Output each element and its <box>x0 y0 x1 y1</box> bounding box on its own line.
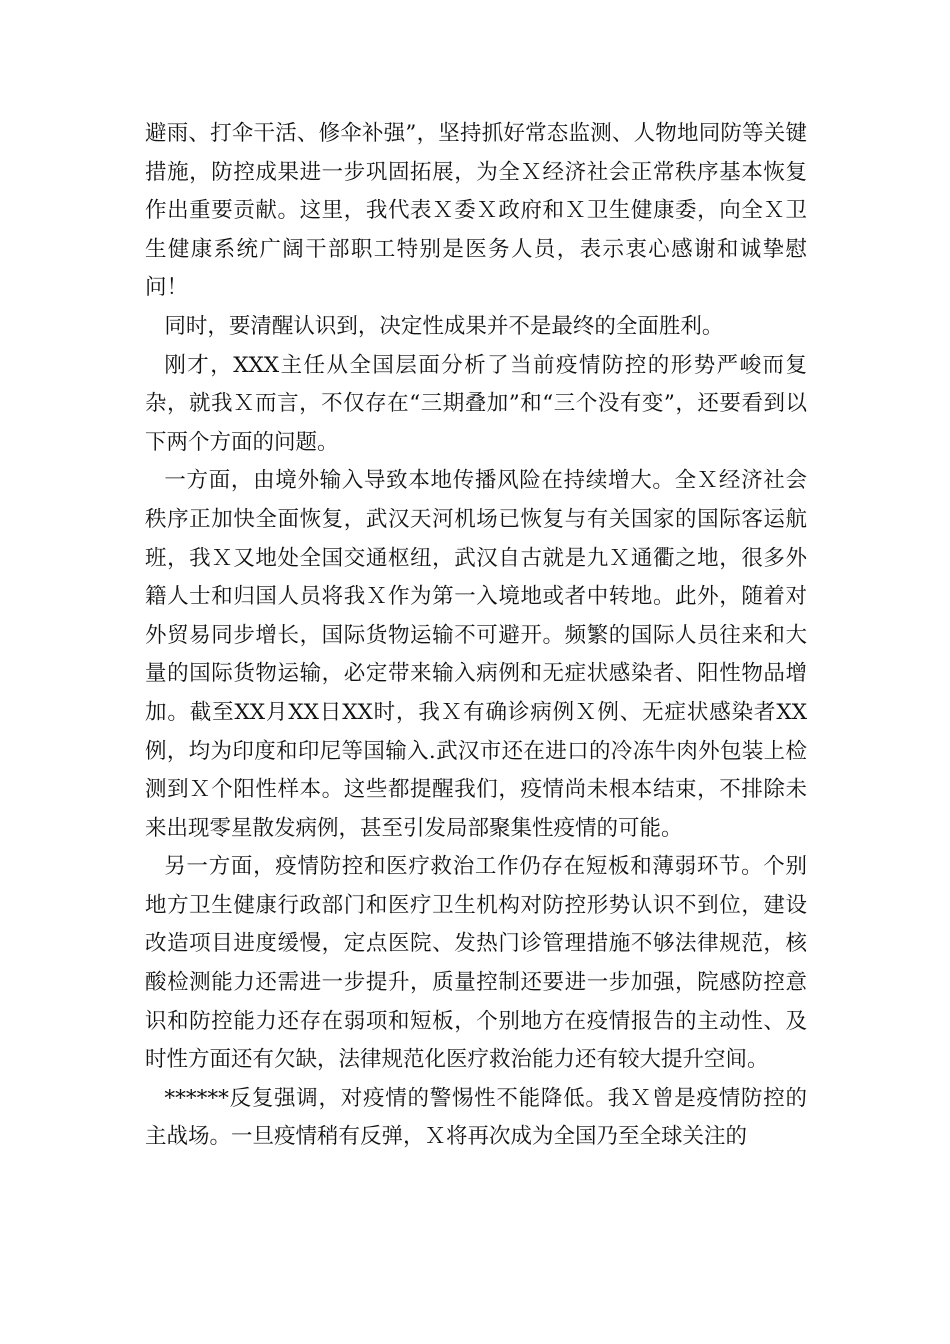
paragraph-continuation: 避雨、打伞干活、修伞补强”，坚持抓好常态监测、人物地同防等关键措施，防控成果进一步巩固拓展，为全Ｘ经济社会正常秩序基本恢复作出重要贡献。这里，我代表Ｘ委Ｘ政府和Ｘ卫生健康委，向全Ｘ卫生健康系统广阔干部职工特别是医务人员，表示衷心感谢和诚挚慰问！ <box>145 121 807 301</box>
paragraph-imported-risk: 一方面，由境外输入导致本地传播风险在持续增大。全Ｘ经济社会秩序正加快全面恢复，武汉天河机场已恢复与有关国家的国际客运航班，我Ｘ又地处全国交通枢纽，武汉自古就是九Ｘ通衢之地，很多外籍人士和归国人员将我Ｘ作为第一入境地或者中转地。此外，随着对外贸易同步增长，国际货物运输不可避开。频繁的国际人员往来和大量的国际货物运输，必定带来输入病例和无症状感染者、阳性物品增加。截至XX月XX日XX时，我Ｘ有确诊病例Ｘ例、无症状感染者XX例，均为印度和印尼等国输入.武汉市还在进口的冷冻牛肉外包装上检测到Ｘ个阳性样本。这些都提醒我们，疫情尚未根本结束，不排除未来出现零星散发病例，甚至引发局部聚集性疫情的可能。 <box>145 468 807 841</box>
paragraph-weak-links: 另一方面，疫情防控和医疗救治工作仍存在短板和薄弱环节。个别地方卫生健康行政部门和医疗卫生机构对防控形势认识不到位，建设改造项目进度缓慢，定点医院、发热门诊管理措施不够法律规范，核酸检测能力还需进一步提升，质量控制还要进一步加强，院感防控意识和防控能力还存在弱项和短板，个别地方在疫情报告的主动性、及时性方面还有欠缺，法律规范化医疗救治能力还有较大提升空间。 <box>145 854 807 1073</box>
document-body <box>145 115 807 1157</box>
paragraph-situation-analysis: 刚才，XXX主任从全国层面分析了当前疫情防控的形势严峻而复杂，就我Ｘ而言，不仅存在“三期叠加”和“三个没有变”，还要看到以下两个方面的问题。 <box>145 352 807 455</box>
paragraph-vigilance: ******反复强调，对疫情的警惕性不能降低。我Ｘ曾是疫情防控的主战场。一旦疫情稍有反弹，Ｘ将再次成为全国乃至全球关注的 <box>145 1085 807 1150</box>
paragraph-sober-recognition: 同时，要清醒认识到，决定性成果并不是最终的全面胜利。 <box>164 313 724 339</box>
